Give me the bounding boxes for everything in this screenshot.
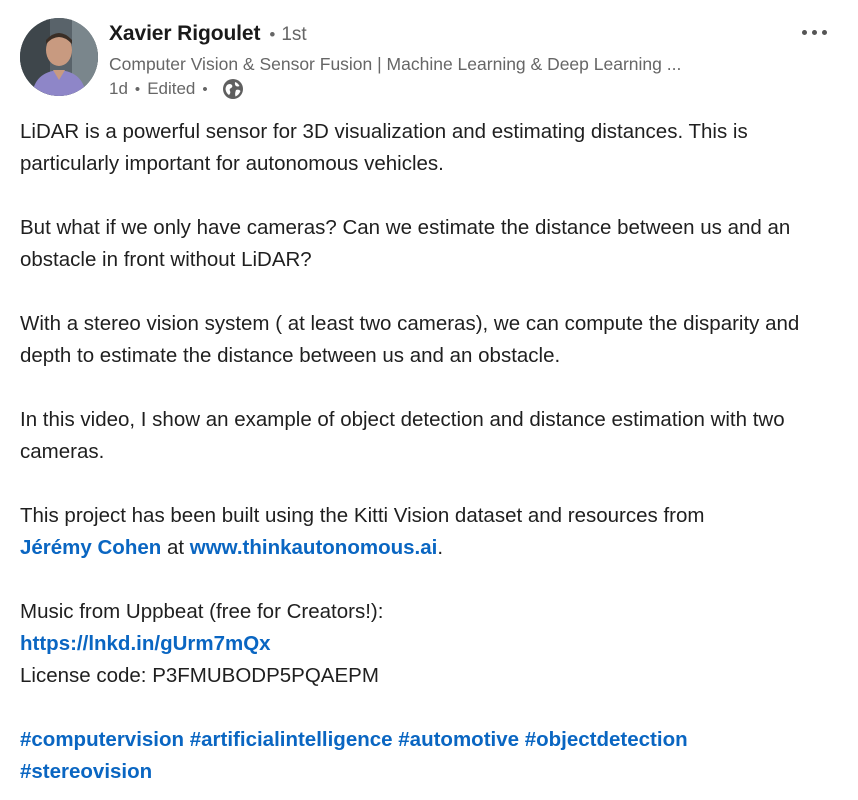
hashtags [20,724,840,788]
post-header [109,22,778,102]
post-paragraph: LiDAR is a powerful sensor for 3D visualization and estimating distances. This is particularly important for autonomous vehicles. [20,120,748,175]
music-credit: Music from Uppbeat (free for Creators!): [20,600,384,623]
avatar[interactable] [20,18,98,96]
mention-link[interactable]: Jérémy Cohen [20,536,162,559]
paragraph-text: at [161,536,190,559]
hashtag-link[interactable]: #artificialintelligence [189,728,393,751]
separator-dot: • [269,25,276,44]
hashtag-link[interactable]: #automotive [398,728,520,751]
post-paragraph: But what if we only have cameras? Can we estimate the distance between us and an obstacle in front without LiDAR? [20,216,791,271]
author-headline[interactable]: Computer Vision & Sensor Fusion | Machine Learning & Deep Learning ... [109,54,682,74]
more-dot [822,30,827,35]
globe-icon [222,78,244,100]
hashtag-link[interactable]: #objectdetection [524,728,688,751]
post-paragraph [20,596,840,692]
paragraph-text: This project has been built using the Kitti Vision dataset and resources from [20,504,705,527]
more-dot [812,30,817,35]
post-paragraph: With a stereo vision system ( at least two cameras), we can compute the disparity and depth to estimate the distance between us and an obstacle. [20,312,800,367]
separator-dot: • [202,80,208,98]
website-link[interactable]: www.thinkautonomous.ai [189,536,438,559]
post-paragraph [20,500,840,564]
post-body [20,116,840,788]
license-code: License code: P3FMUBODP5PQAEPM [20,664,379,687]
more-options-button[interactable] [794,22,834,42]
author-name[interactable]: Xavier Rigoulet [109,22,261,45]
separator-dot: • [134,80,141,98]
post-paragraph: In this video, I show an example of object detection and distance estimation with two cameras. [20,408,785,463]
edited-label: Edited [147,79,196,98]
connection-degree: 1st [281,24,307,45]
hashtag-link[interactable]: #stereovision [20,760,153,783]
music-link[interactable]: https://lnkd.in/gUrm7mQx [20,632,271,655]
post-time[interactable]: 1d [109,79,128,98]
name-line [109,22,778,50]
more-dot [802,30,807,35]
post-meta [109,76,778,102]
hashtag-link[interactable]: #computervision [20,728,185,751]
paragraph-text: . [437,536,444,559]
